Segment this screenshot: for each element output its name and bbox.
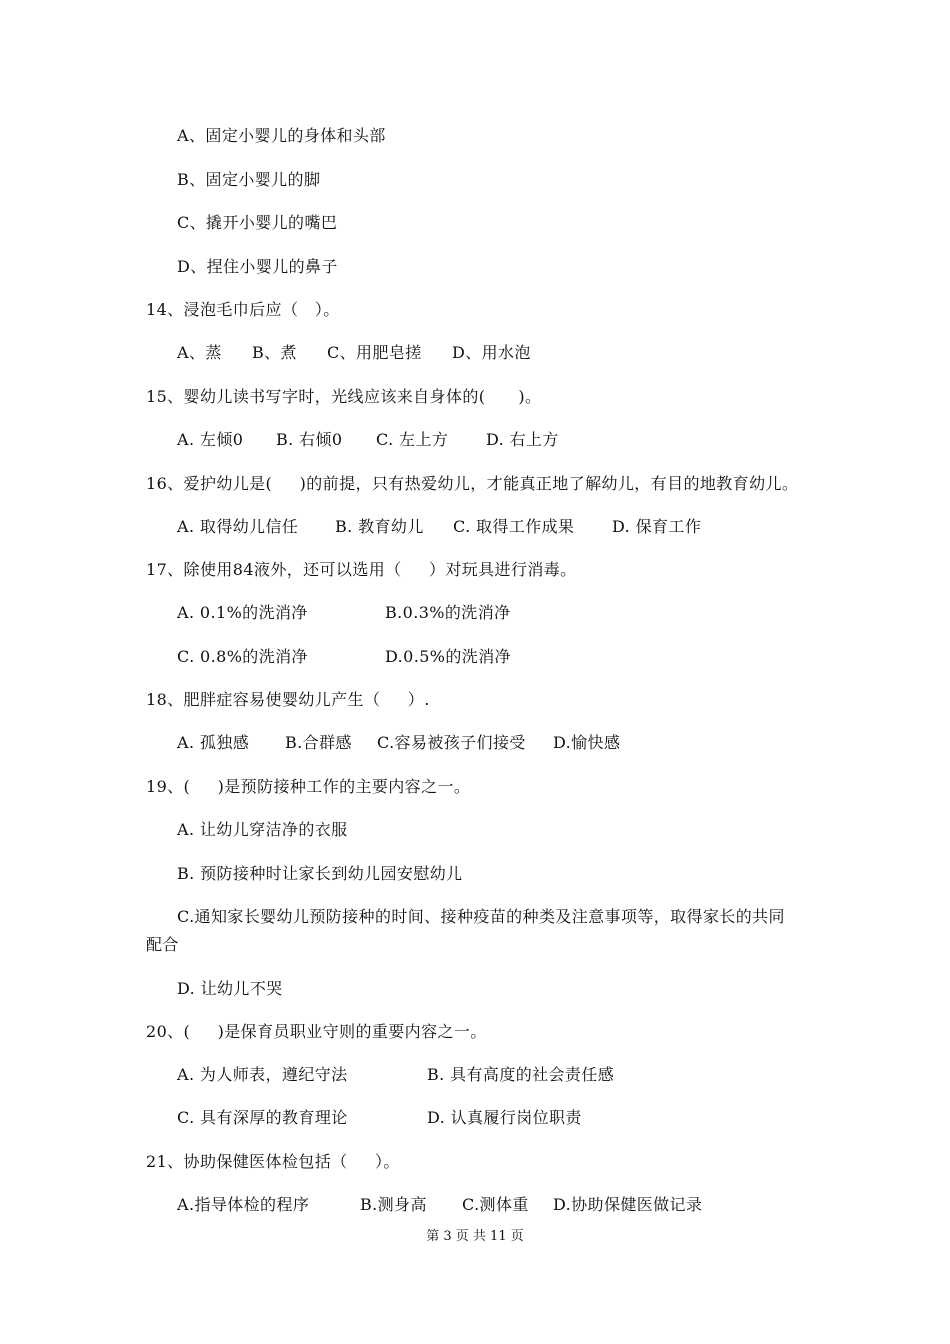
q15-option-a: A. 左倾0 <box>177 430 244 449</box>
q18-option-b: B.合群感 <box>285 733 352 752</box>
q20-option-b: B. 具有高度的社会责任感 <box>427 1065 615 1084</box>
q21-option-d: D.协助保健医做记录 <box>553 1195 703 1214</box>
q18-option-a: A. 孤独感 <box>177 733 250 752</box>
q17-option-d: D.0.5%的洗消净 <box>385 647 511 666</box>
q15-option-c: C. 左上方 <box>376 430 449 449</box>
q21-stem: 21、协助保健医体检包括（ ）。 <box>146 1152 400 1171</box>
q20-option-c: C. 具有深厚的教育理论 <box>177 1108 348 1127</box>
q15-stem: 15、婴幼儿读书写字时，光线应该来自身体的( )。 <box>146 387 542 406</box>
q18-stem: 18、肥胖症容易使婴幼儿产生（ ）. <box>146 690 430 709</box>
q14-stem: 14、浸泡毛巾后应（ ）。 <box>146 300 340 319</box>
q13-option-d: D、捏住小婴儿的鼻子 <box>177 257 338 276</box>
q16-stem: 16、爱护幼儿是( )的前提，只有热爱幼儿，才能真正地了解幼儿，有目的地教育幼儿。 <box>146 474 799 493</box>
q21-option-c: C.测体重 <box>462 1195 529 1214</box>
q16-option-b: B. 教育幼儿 <box>335 517 424 536</box>
q20-option-d: D. 认真履行岗位职责 <box>427 1108 582 1127</box>
q14-option-b: B、煮 <box>252 343 297 362</box>
q19-option-c-continued: 配合 <box>146 935 179 954</box>
q18-option-c: C.容易被孩子们接受 <box>377 733 526 752</box>
q19-stem: 19、( )是预防接种工作的主要内容之一。 <box>146 777 471 796</box>
q17-stem: 17、除使用84液外，还可以选用（ ）对玩具进行消毒。 <box>146 560 577 579</box>
page-footer: 第 3 页 共 11 页 <box>426 1229 524 1244</box>
q19-option-d: D. 让幼儿不哭 <box>177 979 283 998</box>
q13-option-b: B、固定小婴儿的脚 <box>177 170 321 189</box>
q16-option-a: A. 取得幼儿信任 <box>177 517 299 536</box>
q18-option-d: D.愉快感 <box>553 733 621 752</box>
q20-stem: 20、( )是保育员职业守则的重要内容之一。 <box>146 1022 487 1041</box>
q13-option-c: C、撬开小婴儿的嘴巴 <box>177 213 338 232</box>
q19-option-a: A. 让幼儿穿洁净的衣服 <box>177 820 348 839</box>
q19-option-b: B. 预防接种时让家长到幼儿园安慰幼儿 <box>177 864 463 883</box>
q14-option-a: A、蒸 <box>177 343 222 362</box>
q14-option-c: C、用肥皂搓 <box>327 343 422 362</box>
q13-option-a: A、固定小婴儿的身体和头部 <box>177 126 386 145</box>
q21-option-a: A.指导体检的程序 <box>177 1195 310 1214</box>
q16-option-c: C. 取得工作成果 <box>453 517 575 536</box>
q14-option-d: D、用水泡 <box>452 343 531 362</box>
q15-option-d: D. 右上方 <box>486 430 559 449</box>
q17-option-a: A. 0.1%的洗消净 <box>177 603 308 622</box>
q16-option-d: D. 保育工作 <box>612 517 702 536</box>
q20-option-a: A. 为人师表，遵纪守法 <box>177 1065 348 1084</box>
q21-option-b: B.测身高 <box>360 1195 427 1214</box>
q17-option-b: B.0.3%的洗消净 <box>385 603 511 622</box>
q15-option-b: B. 右倾0 <box>276 430 343 449</box>
q17-option-c: C. 0.8%的洗消净 <box>177 647 308 666</box>
q19-option-c: C.通知家长婴幼儿预防接种的时间、接种疫苗的种类及注意事项等，取得家长的共同 <box>177 907 785 926</box>
